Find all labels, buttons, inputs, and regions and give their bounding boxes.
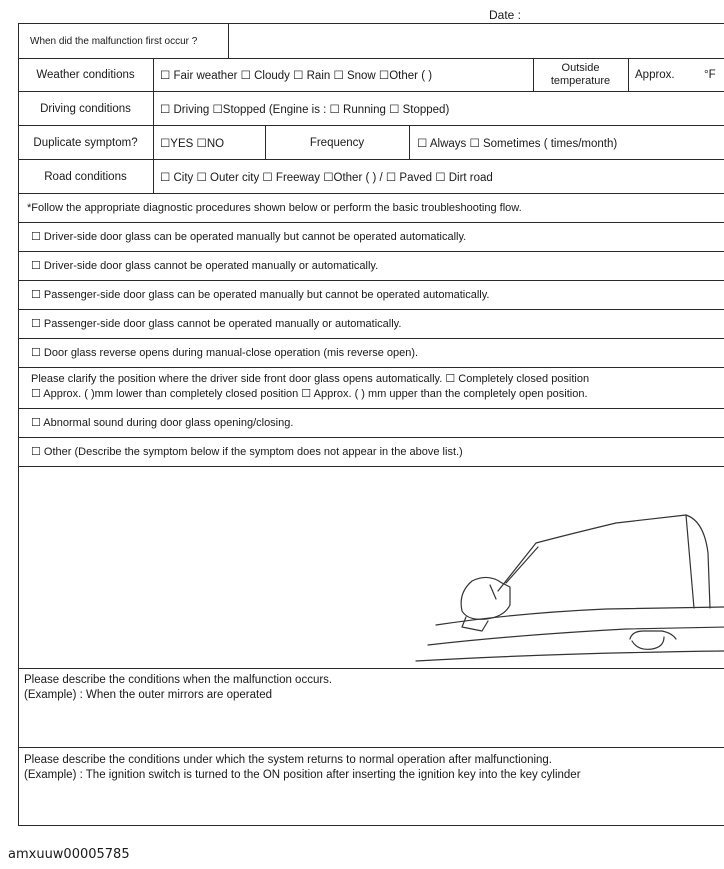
symptom-1[interactable]: ☐ Driver-side door glass can be operated manually but cannot be operated automatically.	[31, 230, 467, 243]
symptom-4[interactable]: ☐ Passenger-side door glass cannot be operated manually or automatically.	[31, 317, 402, 330]
first-occur-label: When did the malfunction first occur ?	[30, 35, 198, 47]
temperature-unit: °F	[704, 69, 716, 81]
symptom-item	[18, 309, 724, 338]
frequency-label: Frequency	[309, 136, 365, 149]
frequency-options[interactable]: ☐ Always ☐ Sometimes ( times/month)	[417, 137, 618, 150]
figure-code: amxuuw00005785	[8, 847, 130, 862]
position-line-1[interactable]: Please clarify the position where the driver side front door glass opens automatically. ☐ Completely closed position	[31, 373, 590, 385]
road-options[interactable]: ☐ City ☐ Outer city ☐ Freeway ☐Other ( ) / ☐ Paved ☐ Dirt road	[160, 171, 493, 184]
conditions-normal-line-2: (Example) : The ignition switch is turned to the ON position after inserting the ignition key into the key cylinder	[24, 769, 581, 781]
row-driving	[18, 91, 724, 125]
duplicate-options[interactable]: ☐YES ☐NO	[160, 137, 225, 150]
conditions-occur-box[interactable]	[18, 668, 724, 747]
weather-options[interactable]: ☐ Fair weather ☐ Cloudy ☐ Rain ☐ Snow ☐Other ( )	[160, 70, 433, 82]
row-first-occur	[18, 23, 724, 58]
symptom-item	[18, 222, 724, 251]
symptom-5[interactable]: ☐ Door glass reverse opens during manual-close operation (mis reverse open).	[31, 346, 419, 359]
symptom-2[interactable]: ☐ Driver-side door glass cannot be operated manually or automatically.	[31, 259, 379, 272]
car-door-illustration	[406, 513, 724, 663]
row-weather	[18, 58, 724, 91]
procedure-note: *Follow the appropriate diagnostic procedures shown below or perform the basic troubleshooting flow.	[27, 201, 522, 214]
conditions-normal-box[interactable]	[18, 747, 724, 826]
weather-label: Weather conditions	[36, 69, 135, 81]
symptom-item	[18, 437, 724, 466]
outside-temperature-label: Outside temperature	[550, 62, 611, 87]
driving-options[interactable]: ☐ Driving ☐Stopped (Engine is : ☐ Running ☐ Stopped)	[160, 103, 450, 116]
date-label: Date :	[489, 8, 522, 22]
interview-sheet	[18, 23, 724, 827]
row-note	[18, 193, 724, 222]
approx-label: Approx.	[635, 69, 675, 81]
row-position	[18, 367, 724, 408]
duplicate-label: Duplicate symptom?	[33, 136, 138, 149]
row-duplicate	[18, 125, 724, 159]
driving-label: Driving conditions	[40, 102, 131, 115]
symptom-item	[18, 408, 724, 437]
position-line-2[interactable]: ☐ Approx. ( )mm lower than completely closed position ☐ Approx. ( ) mm upper than the completely open position.	[31, 388, 588, 400]
first-occur-field[interactable]	[229, 24, 724, 58]
conditions-normal-line-1: Please describe the conditions under which the system returns to normal operation after malfunctioning.	[24, 754, 553, 766]
symptom-item	[18, 280, 724, 309]
symptom-item	[18, 338, 724, 367]
symptom-item	[18, 251, 724, 280]
road-label: Road conditions	[44, 170, 127, 183]
conditions-occur-line-2: (Example) : When the outer mirrors are operated	[24, 689, 272, 701]
symptom-other[interactable]: ☐ Other (Describe the symptom below if the symptom does not appear in the above list.)	[31, 445, 463, 458]
row-road	[18, 159, 724, 193]
symptom-3[interactable]: ☐ Passenger-side door glass can be operated manually but cannot be operated automatically.	[31, 288, 490, 301]
conditions-occur-line-1: Please describe the conditions when the malfunction occurs.	[24, 674, 333, 686]
symptom-abnormal-sound[interactable]: ☐ Abnormal sound during door glass opening/closing.	[31, 416, 294, 429]
